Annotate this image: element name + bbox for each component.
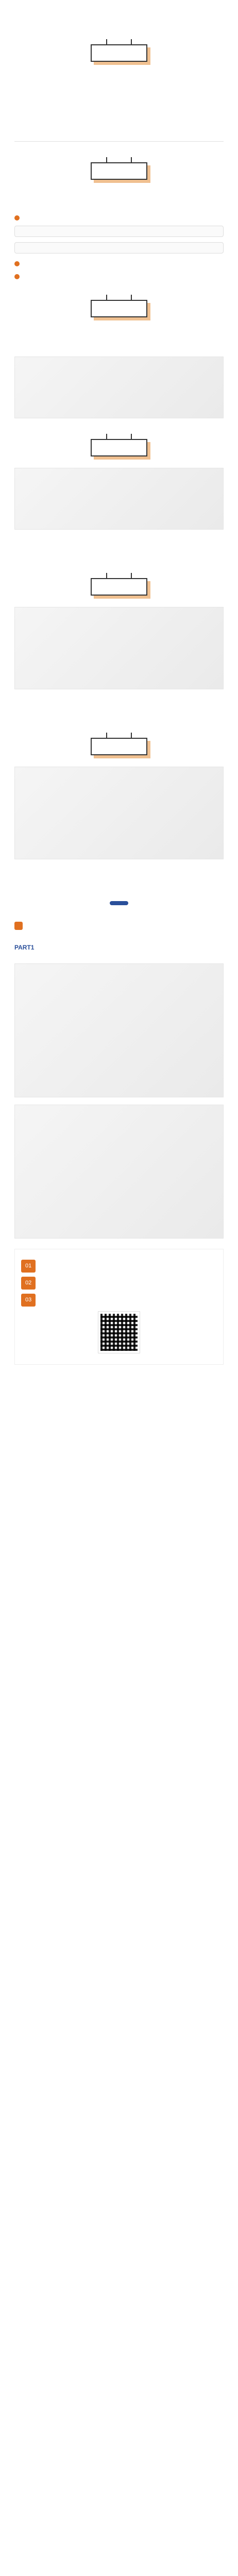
title-tick (106, 733, 107, 738)
bullet-item (0, 213, 238, 221)
article-card[interactable] (14, 242, 224, 253)
button-row (0, 897, 238, 909)
bullet-item (0, 259, 238, 266)
section-title (91, 162, 147, 180)
section-title-label (91, 300, 147, 317)
bullet-dot (14, 274, 20, 279)
qr-code (98, 1312, 140, 1353)
section-title (91, 300, 147, 317)
title-tick (131, 434, 132, 439)
section-title (91, 44, 147, 62)
footer-item[interactable] (21, 1294, 217, 1307)
title-tick (106, 295, 107, 300)
paragraph (0, 697, 238, 717)
paragraph (0, 191, 238, 207)
example-image (14, 468, 224, 530)
section-title-label (91, 162, 147, 180)
footer-item[interactable] (21, 1277, 217, 1290)
bullet-dot (14, 261, 20, 266)
footer-item[interactable] (21, 1260, 217, 1273)
title-tick (131, 39, 132, 44)
example-image (14, 767, 224, 859)
bullet-item (0, 272, 238, 279)
title-tick (131, 157, 132, 162)
example-image (14, 963, 224, 1097)
section-title-label (91, 738, 147, 755)
title-tick (131, 573, 132, 578)
divider (14, 141, 224, 142)
orange-tag-row (0, 920, 238, 931)
paragraph (0, 867, 238, 887)
footer-box (14, 1249, 224, 1365)
section-title (91, 738, 147, 755)
title-tick (131, 733, 132, 738)
read-more-button[interactable] (110, 901, 128, 905)
paragraph (0, 73, 238, 96)
title-tick (106, 157, 107, 162)
orange-tag (14, 922, 23, 930)
chart-image (14, 607, 224, 689)
example-image (14, 357, 224, 418)
title-tick (106, 434, 107, 439)
article-card[interactable] (14, 226, 224, 237)
paragraph (0, 537, 238, 557)
section-title-label (91, 578, 147, 596)
section-title (91, 578, 147, 596)
footer-tag: 02 (21, 1277, 36, 1290)
footer-tag: 01 (21, 1260, 36, 1273)
footer-tag: 03 (21, 1294, 36, 1307)
title-tick (106, 573, 107, 578)
title-tick (131, 295, 132, 300)
section-title (91, 439, 147, 456)
paragraph (0, 329, 238, 349)
part-label: PART1 (14, 943, 35, 951)
section-title-label (91, 439, 147, 456)
bullet-dot (14, 215, 20, 221)
example-image (14, 1105, 224, 1239)
title-tick (106, 39, 107, 44)
intro (0, 0, 238, 24)
paragraph (0, 102, 238, 131)
section-title-label (91, 44, 147, 62)
